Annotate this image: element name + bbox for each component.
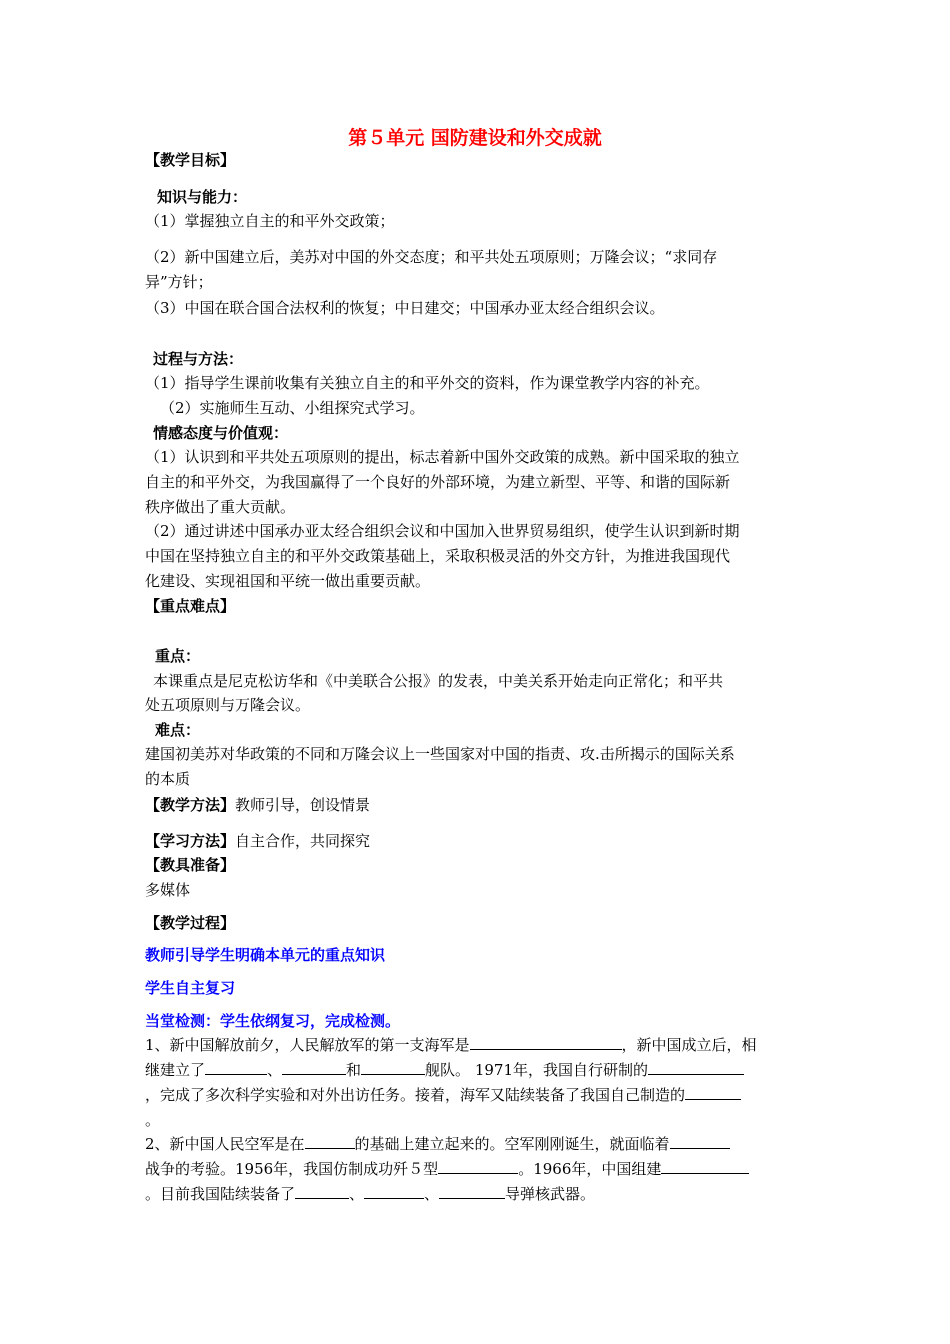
teacher-guide-heading: 教师引导学生明确本单元的重点知识 (145, 946, 386, 964)
knowledge-item-2: （2）新中国建立后，美苏对中国的外交态度；和平共处五项原则；万隆会议；“求同存 (145, 248, 718, 266)
question-2-line-3 (145, 1184, 815, 1204)
q2-blank-4[interactable] (661, 1159, 749, 1174)
knowledge-item-2-cont: 异”方针； (145, 273, 213, 291)
key-label: 重点： (155, 647, 201, 665)
question-2-line-2 (145, 1159, 815, 1179)
document-title: 第５单元 国防建设和外交成就 (348, 127, 602, 149)
key-heading: 【重点难点】 (145, 597, 236, 615)
difficulty-label: 难点： (155, 721, 201, 739)
emotion-item-1: （1）认识到和平共处五项原则的提出，标志着新中国外交政策的成熟。新中国采取的独立 (145, 448, 740, 466)
q2-blank-2[interactable] (670, 1134, 730, 1149)
method-line (145, 795, 815, 815)
emotion-item-2: （2）通过讲述中国承办亚太经合组织会议和中国加入世界贸易组织，使学生认识到新时期 (145, 522, 740, 540)
key-text-cont: 处五项原则与万隆会议。 (145, 696, 311, 714)
emotion-item-1-cont: 自主的和平外交，为我国赢得了一个良好的外部环境，为建立新型、平等、和谐的国际新 (145, 473, 731, 491)
q1-text-b: ，新中国成立后，相 (621, 1036, 757, 1054)
knowledge-heading: 知识与能力： (157, 188, 248, 206)
question-1-line-3 (145, 1085, 815, 1105)
self-review-heading: 学生自主复习 (145, 979, 236, 997)
q2-text-h: 导弹核武器。 (505, 1185, 596, 1203)
q1-text-c: 继建立了 (145, 1061, 206, 1079)
q2-text-f: 、 (349, 1185, 365, 1203)
q1-blank-6[interactable] (685, 1085, 741, 1100)
q1-text-e: 和 (346, 1061, 362, 1079)
q2-blank-6[interactable] (364, 1184, 424, 1199)
q1-blank-4[interactable] (361, 1060, 425, 1075)
question-1-line-2 (145, 1060, 815, 1080)
emotion-item-2-cont2: 化建设、实现祖国和平统一做出重要贡献。 (145, 572, 431, 590)
knowledge-item-1: （1）掌握独立自主的和平外交政策； (145, 212, 395, 230)
q2-text-c: 战争的考验。1956年，我国仿制成功歼５型 (145, 1160, 439, 1178)
q1-text-a: 1、新中国解放前夕，人民解放军的第一支海军是 (145, 1036, 470, 1054)
q2-blank-7[interactable] (439, 1184, 505, 1199)
question-1-line-4: 。 (145, 1111, 161, 1129)
knowledge-item-3: （3）中国在联合国合法权利的恢复；中日建交；中国承办亚太经合组织会议。 (145, 299, 665, 317)
emotion-heading: 情感态度与价值观： (153, 424, 289, 442)
process-heading: 过程与方法： (153, 350, 244, 368)
study-line (145, 831, 815, 851)
process-item-2: （2）实施师生互动、小组探究式学习。 (160, 399, 425, 417)
q2-text-e: 。目前我国陆续装备了 (145, 1185, 296, 1203)
q2-text-g: 、 (424, 1185, 440, 1203)
q2-blank-3[interactable] (438, 1159, 518, 1174)
q1-blank-2[interactable] (205, 1060, 267, 1075)
process-item-1: （1）指导学生课前收集有关独立自主的和平外交的资料，作为课堂教学内容的补充。 (145, 374, 710, 392)
tools-heading: 【教具准备】 (145, 856, 236, 874)
method-text: 教师引导，创设情景 (235, 796, 371, 814)
q1-text-d: 、 (267, 1061, 283, 1079)
process-main-heading: 【教学过程】 (145, 914, 236, 932)
q2-text-a: 2、新中国人民空军是在 (145, 1135, 305, 1153)
difficulty-text: 建国初美苏对华政策的不同和万隆会议上一些国家对中国的指责、攻.击所揭示的国际关系 (145, 745, 735, 763)
q1-blank-5[interactable] (648, 1060, 744, 1075)
q2-blank-1[interactable] (305, 1134, 355, 1149)
q1-text-g: ，完成了多次科学实验和对外出访任务。接着，海军又陆续装备了我国自己制造的 (145, 1086, 686, 1104)
q1-blank-3[interactable] (282, 1060, 346, 1075)
key-text: 本课重点是尼克松访华和《中美联合公报》的发表，中美关系开始走向正常化；和平共 (153, 672, 724, 690)
q1-text-f: 舰队。 1971年，我国自行研制的 (425, 1061, 648, 1079)
q2-text-b: 的基础上建立起来的。空军刚刚诞生，就面临着 (354, 1135, 670, 1153)
question-2-line-1 (145, 1134, 815, 1154)
in-class-test-heading: 当堂检测：学生依纲复习，完成检测。 (145, 1012, 401, 1030)
q1-blank-1[interactable] (470, 1035, 622, 1050)
goals-heading: 【教学目标】 (145, 151, 236, 169)
q2-text-d: 。1966年，中国组建 (518, 1160, 662, 1178)
tools-text: 多媒体 (145, 881, 191, 899)
question-1-line-1 (145, 1035, 815, 1055)
study-text: 自主合作，共同探究 (235, 832, 371, 850)
q2-blank-5[interactable] (295, 1184, 349, 1199)
emotion-item-1-cont2: 秩序做出了重大贡献。 (145, 498, 296, 516)
method-heading: 【教学方法】 (145, 796, 236, 814)
study-heading: 【学习方法】 (145, 832, 236, 850)
emotion-item-2-cont: 中国在坚持独立自主的和平外交政策基础上，采取积极灵活的外交方针，为推进我国现代 (145, 547, 731, 565)
difficulty-text-cont: 的本质 (145, 770, 191, 788)
